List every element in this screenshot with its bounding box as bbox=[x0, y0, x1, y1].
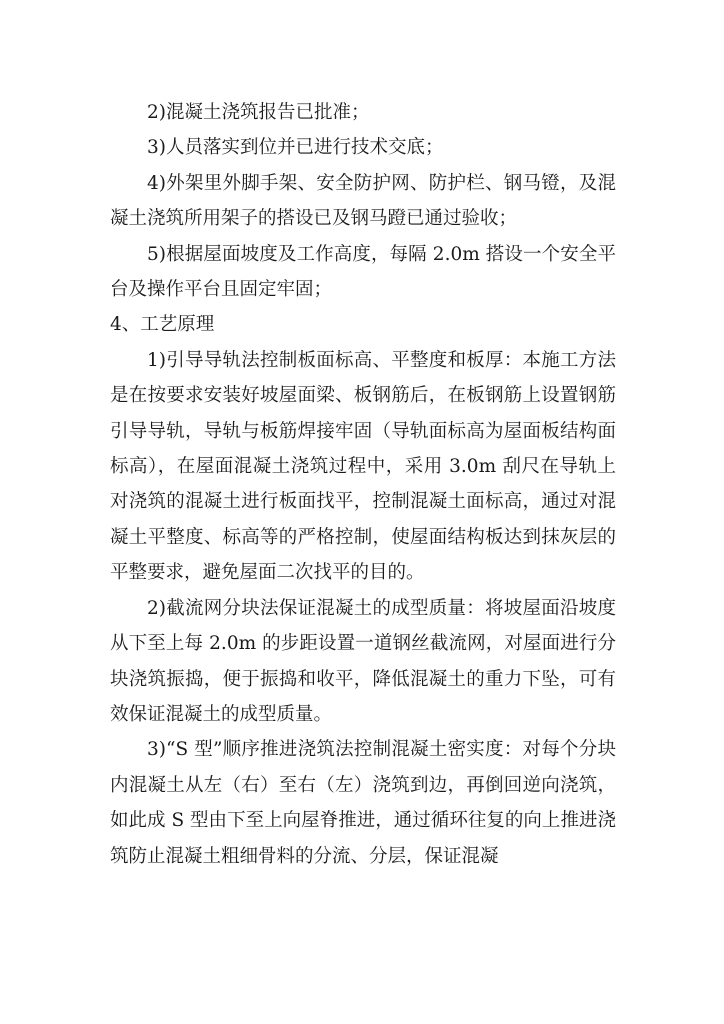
paragraph-guide-rail-method: 1)引导导轨法控制板面标高、平整度和板厚：本施工方法是在按要求安装好坡屋面梁、板钢筋后，在板钢筋上设置钢筋引导导轨，导轨与板筋焊接牢固（导轨面标高为屋面板结构面标高），在屋面混凝土浇筑过程中，采用 3.0m 刮尺在导轨上对浇筑的混凝土进行板面找平，控制混凝土面标高，通过对混凝土平整度、标高等的严格控制，使屋面结构板达到抹灰层的平整要求，避免屋面二次找平的目的。 bbox=[110, 349, 616, 584]
document-body bbox=[110, 95, 616, 874]
paragraph-platform: 5)根据屋面坡度及工作高度，每隔 2.0m 搭设一个安全平台及操作平台且固定牢固； bbox=[110, 243, 616, 301]
paragraph-intercept-net-method: 2)截流网分块法保证混凝土的成型质量：将坡屋面沿坡度从下至上每 2.0m 的步距设置一道钢丝截流网，对屋面进行分块浇筑振捣，便于振捣和收平，降低混凝土的重力下坠，可有效保证混凝土的成型质量。 bbox=[110, 597, 616, 725]
paragraph-approval: 2)混凝土浇筑报告已批准； bbox=[147, 102, 370, 123]
paragraph-scaffolding: 4)外架里外脚手架、安全防护网、防护栏、钢马镫，及混凝土浇筑所用架子的搭设已及钢马蹬已通过验收； bbox=[110, 172, 616, 230]
paragraph-s-type-pouring-method: 3)“S 型”顺序推进浇筑法控制混凝土密实度：对每个分块内混凝土从左（右）至右（左）浇筑到边，再倒回逆向浇筑，如此成 S 型由下至上向屋脊推进，通过循环往复的向上推进浇筑防止混凝土粗细骨料的分流、分层，保证混凝 bbox=[110, 739, 616, 867]
section-heading: 4、工艺原理 bbox=[110, 314, 215, 336]
paragraph-personnel: 3)人员落实到位并已进行技术交底； bbox=[147, 137, 444, 159]
